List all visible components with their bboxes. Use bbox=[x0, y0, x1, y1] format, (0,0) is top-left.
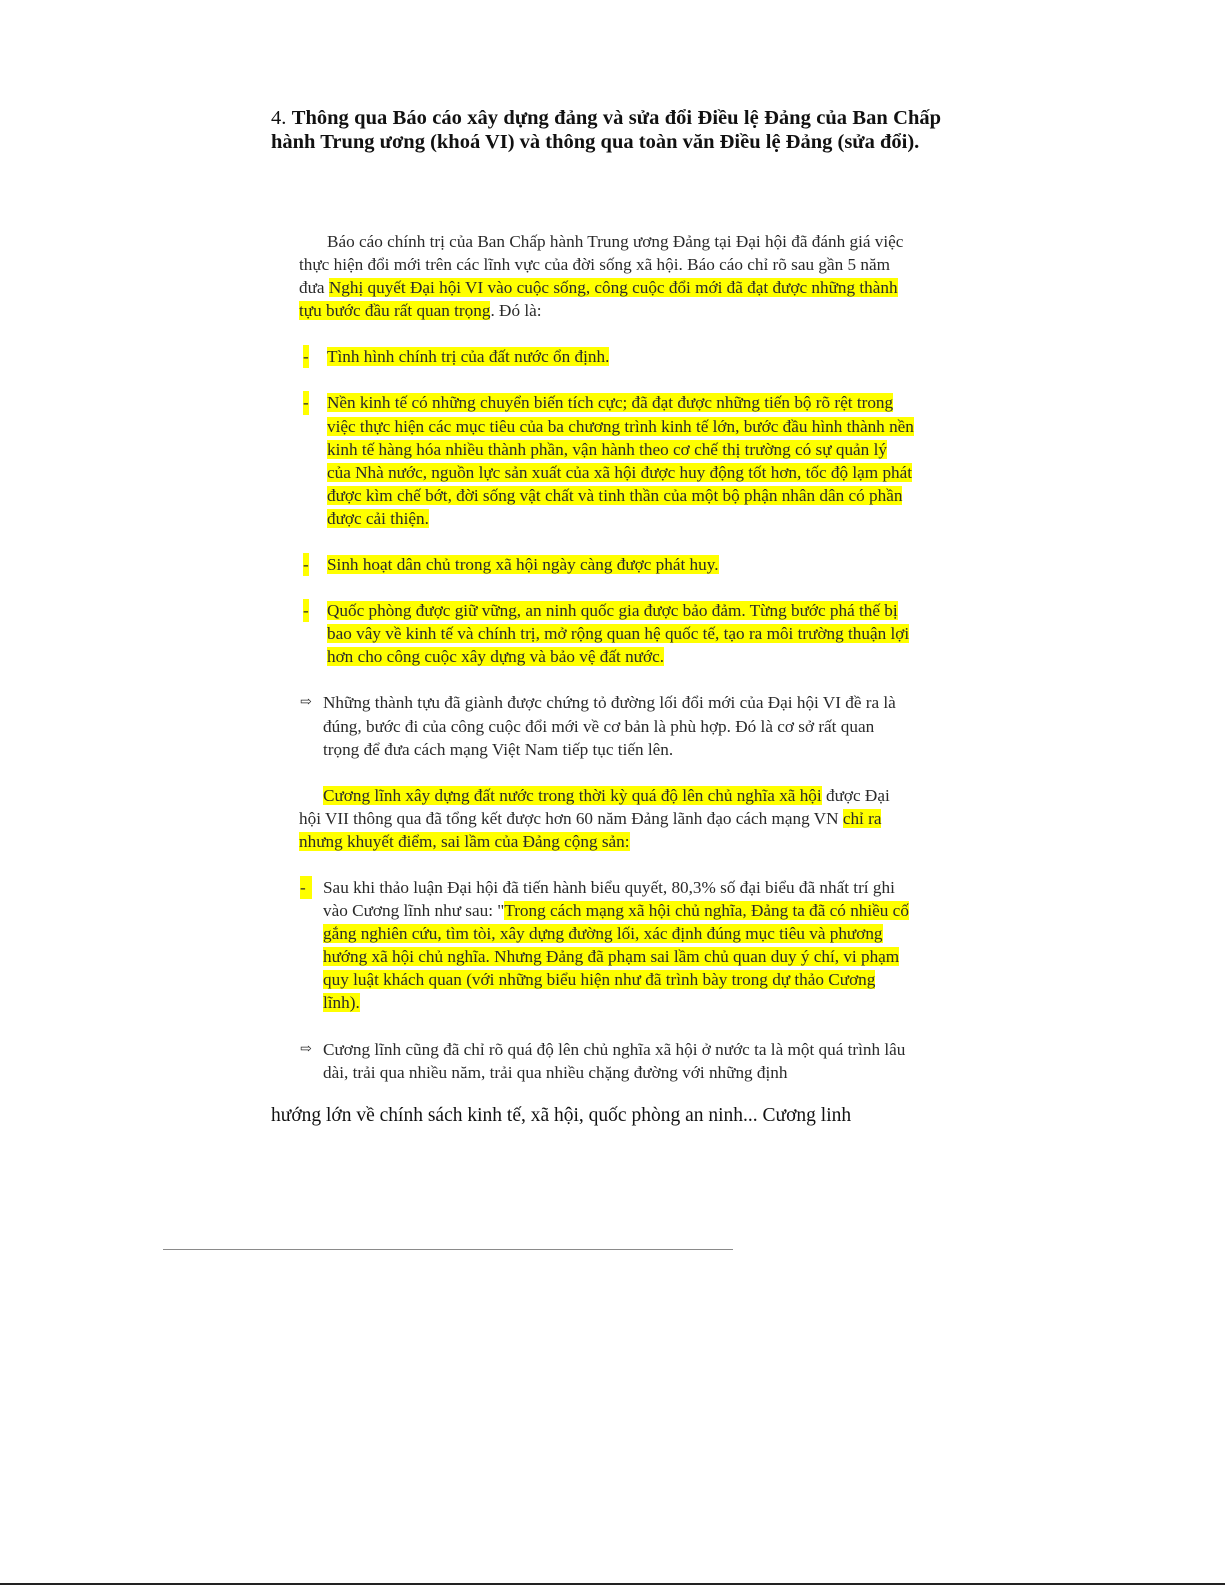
scanned-excerpt bbox=[299, 230, 914, 1084]
list-item: - Sau khi thảo luận Đại hội đã tiến hành biểu quyết, 80,3% số đại biểu đã nhất trí ghi vào Cương lĩnh như sau: "Trong cách mạng xã hội chủ nghĩa, Đảng ta đã có nhiều cố gắng nghiên cứu, tìm tòi, xây dựng đường lối, xác định đúng mục tiêu và phương hướng xã hội chủ nghĩa. Nhưng Đảng đã phạm sai lầm chủ quan duy ý chí, vi phạm quy luật khách quan (với những biểu hiện như đã trình bày trong dự thảo Cương lĩnh). bbox=[300, 877, 909, 1013]
bullet: - bbox=[303, 391, 309, 414]
section-number: 4. bbox=[271, 107, 287, 129]
list-item: - Tình hình chính trị của đất nước ổn định. bbox=[299, 345, 914, 368]
continuation-line: hướng lớn về chính sách kinh tế, xã hội, quốc phòng an ninh... Cương linh bbox=[271, 1105, 852, 1126]
intro-paragraph: Báo cáo chính trị của Ban Chấp hành Trung ương Đảng tại Đại hội đã đánh giá việc thực hiện đổi mới trên các lĩnh vực của đời sống xã hội. Báo cáo chỉ rõ sau gần 5 năm đưa Nghị quyết Đại hội VI vào cuộc sống, công cuộc đổi mới đã đạt được những thành tựu bước đầu rất quan trọng. Đó là: bbox=[299, 232, 904, 321]
conclusion-item: ⇨ Cương lĩnh cũng đã chỉ rõ quá độ lên chủ nghĩa xã hội ở nước ta là một quá trình lâu dài, trải qua nhiều năm, trải qua nhiều chặng đường với những định bbox=[300, 1039, 906, 1082]
bullet: - bbox=[303, 599, 309, 622]
section-title: Thông qua Báo cáo xây dựng đảng và sửa đổi Điều lệ Đảng của Ban Chấp hành Trung ương (khoá VI) và thông qua toàn văn Điều lệ Đảng (sửa đổi). bbox=[271, 107, 942, 153]
bullet: - bbox=[303, 345, 309, 368]
conclusion-item: ⇨ Những thành tựu đã giành được chứng tỏ đường lối đổi mới của Đại hội VI đề ra là đúng, bước đi của công cuộc đổi mới về cơ bản là phù hợp. Đó là cơ sở rất quan trọng để đưa cách mạng Việt Nam tiếp tục tiến lên. bbox=[300, 693, 896, 759]
arrow-right-icon: ⇨ bbox=[300, 1041, 312, 1057]
list-item: - Quốc phòng được giữ vững, an ninh quốc gia được bảo đảm. Từng bước phá thế bị bao vây về kinh tế và chính trị, mở rộng quan hệ quốc tế, tạo ra môi trường thuận lợi hơn cho công cuộc xây dựng và bảo vệ đất nước. bbox=[303, 601, 910, 667]
bullet: - bbox=[303, 553, 309, 576]
cuong-linh-paragraph: Cương lĩnh xây dựng đất nước trong thời kỳ quá độ lên chủ nghĩa xã hội được Đại hội VII thông qua đã tổng kết được hơn 60 năm Đảng lãnh đạo cách mạng VN chỉ ra nhưng khuyết điểm, sai lầm của Đảng cộng sản: bbox=[299, 785, 890, 851]
footnote-divider bbox=[163, 1249, 733, 1250]
highlight: Nghị quyết Đại hội VI vào cuộc sống, công cuộc đổi mới đã đạt được những thành tựu bước đầu rất quan trọng bbox=[299, 278, 898, 321]
list-item: - Sinh hoạt dân chủ trong xã hội ngày càng được phát huy. bbox=[299, 553, 914, 576]
section-heading bbox=[271, 106, 941, 154]
bullet: - bbox=[300, 876, 312, 899]
arrow-right-icon: ⇨ bbox=[300, 695, 312, 711]
list-item: - Nền kinh tế có những chuyển biến tích cực; đã đạt được những tiến bộ rõ rệt trong việc thực hiện các mục tiêu của ba chương trình kinh tế lớn, bước đầu hình thành nền kinh tế hàng hóa nhiều thành phần, vận hành theo cơ chế thị trường có sự quản lý của Nhà nước, nguồn lực sản xuất của xã hội được huy động tốt hơn, tốc độ lạm phát được kìm chế bớt, đời sống vật chất và tinh thần của một bộ phận nhân dân có phần được cải thiện. bbox=[303, 393, 914, 528]
